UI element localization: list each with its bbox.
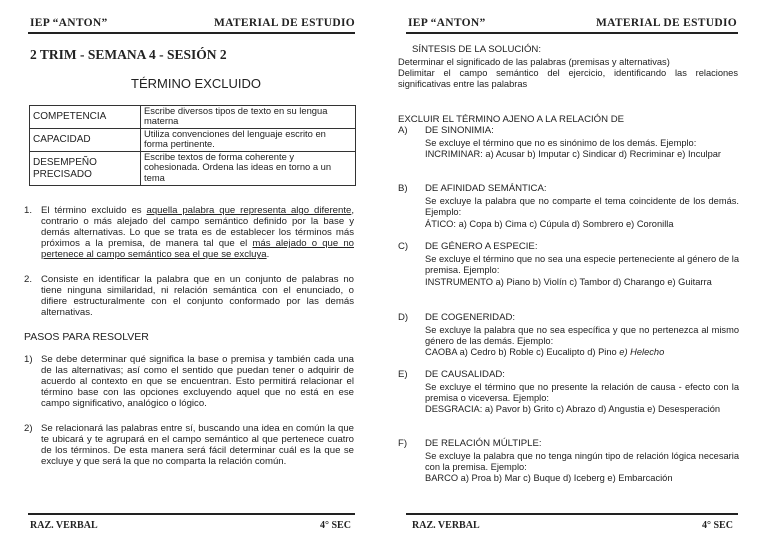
section-heading: DE SINONIMIA: [425, 125, 494, 136]
section-desc: Se excluye el término que no es sinónimo de los demás. Ejemplo: [425, 138, 697, 148]
section-heading: DE AFINIDAD SEMÁNTICA: [425, 183, 547, 194]
synthesis-line: Determinar el significado de las palabras (premisas y alternativas) [398, 57, 670, 67]
section-desc: Se excluye el término que no presente la relación de causa - efecto con la premisa o viceversa. Ejemplo: [425, 382, 739, 403]
step-text: Se relacionará las palabras entre sí, buscando una idea en común la que te ubicará y te agrupará en el campo semántico al que pertenece cuatro de los términos. De esta manera será fácil determinar cuál es la que se excluye y que será la que no comparta la relación común. [41, 423, 354, 468]
section-heading: DE GÉNERO A ESPECIE: [425, 241, 538, 252]
section-heading: DE RELACIÓN MÚLTIPLE: [425, 438, 542, 449]
section-desc: Se excluye la palabra que no sea específica y que no pertenezca al mismo género de las demás. Ejemplo: [425, 325, 739, 346]
table-row [30, 152, 356, 186]
definition-paragraph: Consiste en identificar la palabra que en un conjunto de palabras no tiene ninguna similaridad, ni relación semántica con el enunciado, o difiere estructuralmente con el conjunto conformado por las demás alternativas. [41, 274, 354, 319]
section-heading: DE COGENERIDAD: [425, 312, 516, 323]
section-example: CAOBA a) Cedro b) Roble c) Eucalipto d) Pino e) Helecho [425, 347, 665, 357]
footer-subject: RAZ. VERBAL [412, 520, 480, 531]
steps-title: PASOS PARA RESOLVER [24, 331, 149, 343]
footer-grade: 4° SEC [702, 520, 733, 531]
section-letter: E) [398, 369, 408, 380]
footer-grade: 4° SEC [320, 520, 351, 531]
section-letter: A) [398, 125, 408, 136]
underlined-phrase: más alejado o que no pertenece al campo semántico sea el que se excluya [41, 238, 354, 261]
section-letter: F) [398, 438, 408, 449]
item-number: 1. [24, 205, 33, 216]
table-value: Utiliza convenciones del lenguaje escrito en forma pertinente. [141, 129, 356, 152]
step-text: Se debe determinar qué significa la base o premisa y también cada una de las alternativas; así como el sentido que puedan tener o adquirir de acuerdo al contexto en que se encuentran. Esto permitirá relacionar el término base con las opciones excluyendo aquel que no está en ese campo significativo, analógico o lógico. [41, 354, 354, 410]
section-letter: D) [398, 312, 409, 323]
footer-rule [406, 513, 738, 515]
table-key: COMPETENCIA [30, 106, 141, 129]
header-school: IEP “ANTON” [408, 17, 486, 29]
header-rule [28, 32, 355, 34]
header-material: MATERIAL DE ESTUDIO [596, 17, 737, 29]
section-example: ÁTICO: a) Copa b) Cima c) Cúpula d) Sombrero e) Coronilla [425, 219, 674, 229]
section-example: INCRIMINAR: a) Acusar b) Imputar c) Sindicar d) Recriminar e) Inculpar [425, 149, 722, 159]
step-number: 2) [24, 423, 33, 434]
section-desc: Se excluye la palabra que no tenga ningún tipo de relación lógica necesaria con la premisa. Ejemplo: [425, 451, 739, 472]
topic-title: TÉRMINO EXCLUIDO [131, 76, 262, 91]
right-page [384, 0, 768, 543]
item-number: 2. [24, 274, 33, 285]
table-row [30, 106, 356, 129]
step-number: 1) [24, 354, 33, 365]
table-key: DESEMPEÑO PRECISADO [30, 152, 141, 186]
header-school: IEP “ANTON” [30, 17, 108, 29]
table-row [30, 129, 356, 152]
competency-table [29, 105, 356, 186]
footer-rule [28, 513, 355, 515]
header-rule [406, 32, 738, 34]
footer-subject: RAZ. VERBAL [30, 520, 98, 531]
table-value: Escribe textos de forma coherente y cohesionada. Ordena las ideas en torno a un tema [141, 152, 356, 186]
section-example: INSTRUMENTO a) Piano b) Violín c) Tambor d) Charango e) Guitarra [425, 277, 712, 287]
underlined-phrase: aquella palabra que representa algo diferente [146, 205, 352, 216]
synthesis-title: SÍNTESIS DE LA SOLUCIÓN: [412, 44, 542, 55]
definition-paragraph: El término excluido es aquella palabra que representa algo diferente, contrario o más alejado del campo semántico definido por la base y demás alternativas. Lo que se trata es de establecer los términos más próximos a la premisa, de manera tal que el más alejado o que no pertenece al campo semántico sea el que se excluya. [41, 205, 355, 261]
section-heading: DE CAUSALIDAD: [425, 369, 505, 380]
session-title: 2 TRIM - SEMANA 4 - SESIÓN 2 [30, 47, 227, 62]
exclude-title: EXCLUIR EL TÉRMINO AJENO A LA RELACIÓN DE [398, 114, 625, 125]
section-desc: Se excluye la palabra que no comparte el tema coincidente de los demás. Ejemplo: [425, 196, 739, 217]
header-material: MATERIAL DE ESTUDIO [214, 17, 355, 29]
table-key: CAPACIDAD [30, 129, 141, 152]
table-value: Escribe diversos tipos de texto en su lengua materna [141, 106, 356, 129]
section-example: DESGRACIA: a) Pavor b) Grito c) Abrazo d) Angustia e) Desesperación [425, 404, 721, 414]
section-example: BARCO a) Proa b) Mar c) Buque d) Iceberg e) Embarcación [425, 473, 673, 483]
highlighted-answer: e) Helecho [619, 347, 665, 357]
section-desc: Se excluye el término que no sea una especie perteneciente al género de la premisa. Ejemplo: [425, 254, 739, 275]
section-letter: B) [398, 183, 408, 194]
synthesis-line: Delimitar el campo semántico del ejercicio, identificando las relaciones significativas entre las palabras [398, 68, 738, 89]
section-letter: C) [398, 241, 409, 252]
